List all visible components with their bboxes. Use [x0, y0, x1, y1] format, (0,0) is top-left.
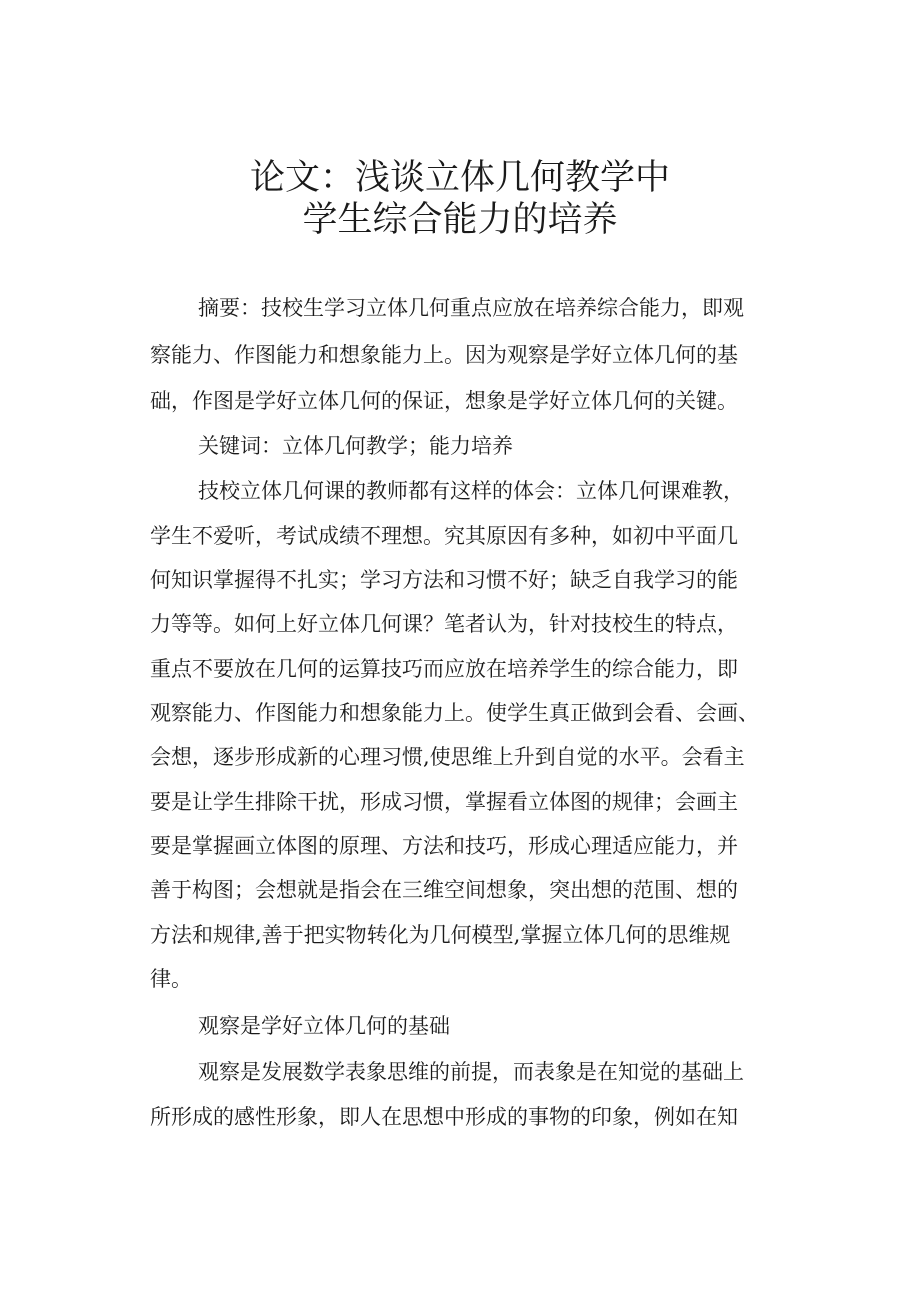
body-line: 学生不爱听，考试成绩不理想。究其原因有多种，如初中平面几: [150, 524, 738, 548]
abstract-line: 察能力、作图能力和想象能力上。因为观察是学好立体几何的基: [150, 343, 738, 367]
body-line: 观察能力、作图能力和想象能力上。使学生真正做到会看、会画、: [150, 701, 759, 725]
body-line: 要是掌握画立体图的原理、方法和技巧，形成心理适应能力，并: [150, 834, 738, 858]
body-line: 方法和规律,善于把实物转化为几何模型,掌握立体几何的思维规: [150, 923, 731, 947]
body-line: 技校立体几何课的教师都有这样的体会：立体几何课难教，: [198, 479, 744, 503]
abstract-line: 础，作图是学好立体几何的保证，想象是学好立体几何的关键。: [150, 389, 738, 413]
body-line: 重点不要放在几何的运算技巧而应放在培养学生的综合能力，即: [150, 657, 738, 681]
document-title-line-1: 论文：浅谈立体几何教学中: [249, 158, 670, 198]
section-line: 所形成的感性形象，即人在思想中形成的事物的印象，例如在知: [150, 1105, 738, 1129]
body-line: 律。: [150, 967, 192, 991]
body-line: 会想，逐步形成新的心理习惯,使思维上升到自觉的水平。会看主: [150, 745, 745, 769]
section-heading: 观察是学好立体几何的基础: [198, 1014, 450, 1038]
section-line: 观察是发展数学表象思维的前提，而表象是在知觉的基础上: [198, 1060, 744, 1084]
body-line: 要是让学生排除干扰，形成习惯，掌握看立体图的规律；会画主: [150, 790, 738, 814]
body-line: 善于构图；会想就是指会在三维空间想象，突出想的范围、想的: [150, 878, 738, 902]
abstract-line: 摘要：技校生学习立体几何重点应放在培养综合能力，即观: [198, 296, 744, 320]
body-line: 力等等。如何上好立体几何课？笔者认为，针对技校生的特点，: [150, 612, 738, 636]
document-title-line-2: 学生综合能力的培养: [302, 200, 618, 240]
body-line: 何知识掌握得不扎实；学习方法和习惯不好；缺乏自我学习的能: [150, 568, 738, 592]
keywords-line: 关键词：立体几何教学；能力培养: [198, 434, 513, 458]
